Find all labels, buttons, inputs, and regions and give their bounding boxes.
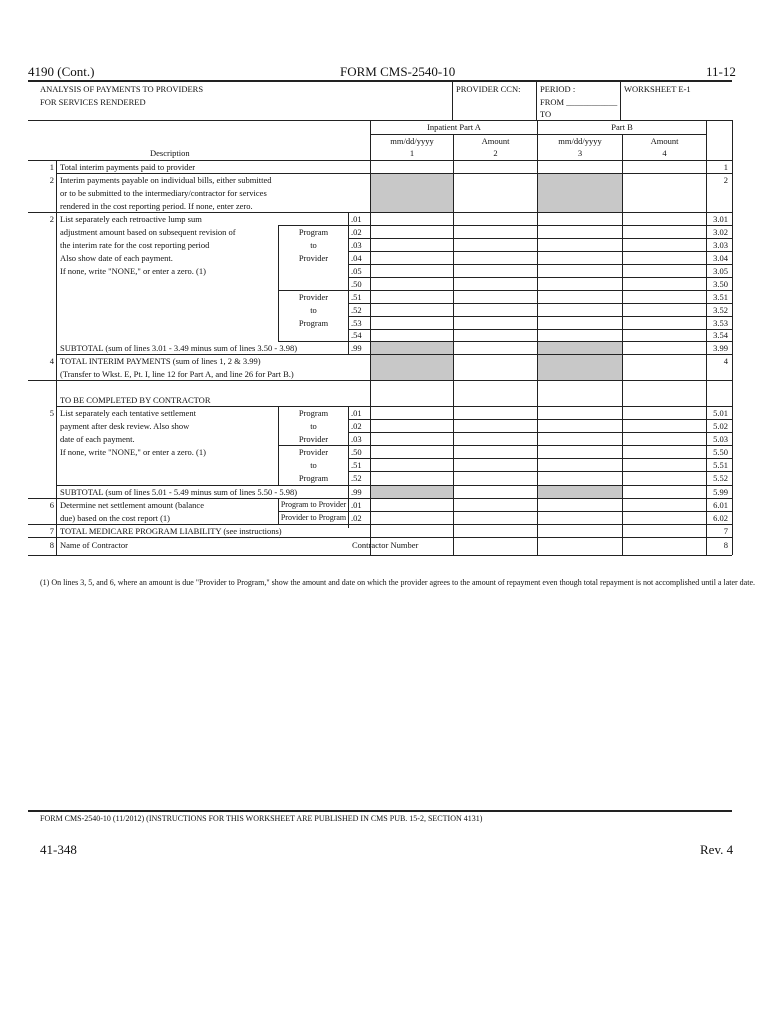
line-3-label-c: the interim rate for the cost reporting period [60,240,210,250]
line-ref-3-52: 3.52 [713,305,728,315]
sub-code-3-04: .04 [351,253,362,263]
line-ref-3-04: 3.04 [713,253,728,263]
rule [348,458,732,459]
rule [28,555,732,556]
line-4-label-b: (Transfer to Wkst. E, Pt. I, line 12 for Part A, and line 26 for Part B.) [60,369,294,379]
line-ref-5-50: 5.50 [713,447,728,457]
line-4-ref: 4 [723,356,728,366]
worksheet-title-line1: ANALYSIS OF PAYMENTS TO PROVIDERS [40,84,204,94]
rule [278,290,732,291]
shaded-cell [537,341,623,355]
line-ref-5-52: 5.52 [713,473,728,483]
line-1-ref: 1 [723,162,728,172]
sub-code-5-51: .51 [351,460,362,470]
divider [536,81,537,120]
subtotal-5-label: SUBTOTAL (sum of lines 5.01 - 5.49 minus sum of lines 5.50 - 5.98) [60,487,298,497]
rule [370,134,706,135]
line-3-number: 2 [49,214,54,224]
rule [28,212,732,213]
line-ref-6-02: 6.02 [713,513,728,523]
line-ref-3-99: 3.99 [713,343,728,353]
contractor-name-label: Name of Contractor [60,540,128,550]
worksheet-title-line2: FOR SERVICES RENDERED [40,97,146,107]
program-to-provider-c: Provider [298,253,329,263]
header-rule [28,80,732,82]
description-header: Description [150,148,190,158]
program-to-provider-a: Program [298,227,329,237]
revision-number: Rev. 4 [700,842,734,857]
sub-code-3-05: .05 [351,266,362,276]
line-ref-3-53: 3.53 [713,318,728,328]
sub-code-5-01: .01 [351,408,362,418]
sub-code-5-99: .99 [351,487,362,497]
inpatient-part-a-header: Inpatient Part A [427,122,481,132]
line-ref-3-03: 3.03 [713,240,728,250]
line-5-label-c: date of each payment. [60,434,135,444]
sub-code-3-53: .53 [351,318,362,328]
line-2-label-c: rendered in the cost reporting period. If none, enter zero. [60,201,253,211]
line-8-ref: 8 [723,540,728,550]
rule [348,316,732,317]
provider-to-program-c: Program [298,318,329,328]
line-6-direction-b: Provider to Program [280,513,347,522]
grid-line [56,160,57,555]
shaded-cell [370,173,454,213]
line-ref-5-51: 5.51 [713,460,728,470]
sub-code-6-02: .02 [351,513,362,523]
line-4-label-a: TOTAL INTERIM PAYMENTS (sum of lines 1, 2 & 3.99) [60,356,261,366]
line-2-label-a: Interim payments payable on individual bills, either submitted [60,175,272,185]
line-5-direction-b: to [310,421,317,431]
rule [348,238,732,239]
page-number: 41-348 [40,842,77,857]
rule [56,406,732,407]
line-1-label: Total interim payments paid to provider [60,162,196,172]
section-number: 4190 (Cont.) [28,64,95,79]
line-ref-3-50: 3.50 [713,279,728,289]
sub-code-3-01: .01 [351,214,362,224]
col-amount-2: Amount [481,136,510,146]
sub-code-3-99: .99 [351,343,362,353]
line-ref-3-54: 3.54 [713,330,728,340]
provider-to-program-a: Provider [298,292,329,302]
rule [348,303,732,304]
line-4-number: 4 [49,356,54,366]
shaded-cell [537,485,623,499]
line-5-direction-f: Program [298,473,329,483]
line-6-label-a: Determine net settlement amount (balance [60,500,204,510]
divider [620,81,621,120]
rule [278,445,732,446]
sub-code-5-03: .03 [351,434,362,444]
line-ref-5-03: 5.03 [713,434,728,444]
line-3-label-d: Also show date of each payment. [60,253,173,263]
line-ref-3-01: 3.01 [713,214,728,224]
col-num-4: 4 [662,148,667,158]
line-6-direction-a: Program to Provider [280,500,347,509]
grid-line [348,212,349,354]
col-date-3: mm/dd/yyyy [558,136,602,146]
sub-code-5-52: .52 [351,473,362,483]
line-ref-6-01: 6.01 [713,500,728,510]
line-7-ref: 7 [723,526,728,536]
rule [348,329,732,330]
worksheet-id: WORKSHEET E-1 [624,84,691,94]
rule [348,251,732,252]
line-ref-5-99: 5.99 [713,487,728,497]
contractor-number-label: Contractor Number [352,540,419,550]
contractor-section-heading: TO BE COMPLETED BY CONTRACTOR [60,395,211,405]
line-2-number: 2 [49,175,54,185]
line-8-number: 8 [49,540,54,550]
sub-code-3-02: .02 [351,227,362,237]
rule [28,537,732,538]
grid-line [348,406,349,528]
col-num-2: 2 [493,148,498,158]
line-5-label-b: payment after desk review. Also show [60,421,190,431]
sub-code-3-51: .51 [351,292,362,302]
line-5-direction-d: Provider [298,447,329,457]
divider [452,81,453,120]
line-ref-5-01: 5.01 [713,408,728,418]
col-num-1: 1 [409,148,415,158]
line-ref-3-05: 3.05 [713,266,728,276]
shaded-cell [370,341,454,355]
shaded-cell [370,485,454,499]
rule [348,419,732,420]
sub-code-3-52: .52 [351,305,362,315]
sub-code-5-02: .02 [351,421,362,431]
rule [278,341,732,342]
line-5-direction-a: Program [298,408,329,418]
line-5-direction-e: to [310,460,317,470]
rule [348,277,732,278]
part-b-header: Part B [611,122,633,132]
rule [348,471,732,472]
line-1-number: 1 [49,162,54,172]
line-2-ref: 2 [723,175,728,185]
shaded-cell [370,354,454,381]
line-ref-5-02: 5.02 [713,421,728,431]
rule [28,524,732,525]
col-date-1: mm/dd/yyyy [390,136,434,146]
sub-code-6-01: .01 [351,500,362,510]
rule [28,120,732,121]
line-2-label-b: or to be submitted to the intermediary/contractor for services [60,188,267,198]
form-number: FORM CMS-2540-10 [340,64,456,79]
form-instructions-note: FORM CMS-2540-10 (11/2012) (INSTRUCTIONS FOR THIS WORKSHEET ARE PUBLISHED IN CMS PUB. 15-2, SECTION 4131) [40,814,483,823]
line-7-label: TOTAL MEDICARE PROGRAM LIABILITY (see instructions) [60,526,282,536]
footnote: (1) On lines 3, 5, and 6, where an amount is due "Provider to Program," show the amount and date on which the provider agrees to the amount of repayment even though total repayment is not accomplished until a later date. [40,578,756,587]
rule [348,432,732,433]
subtotal-3-label: SUBTOTAL (sum of lines 3.01 - 3.49 minus sum of lines 3.50 - 3.98) [60,343,298,353]
shaded-cell [537,173,623,213]
line-5-label-a: List separately each tentative settlement [60,408,196,418]
rule [278,511,732,512]
line-5-number: 5 [49,408,54,418]
line-6-label-b: due) based on the cost report (1) [60,513,170,523]
col-num-3: 3 [577,148,583,158]
provider-ccn-label: PROVIDER CCN: [456,84,521,94]
sub-code-5-50: .50 [351,447,362,457]
provider-to-program-b: to [310,305,317,315]
rule [348,264,732,265]
sub-code-3-54: .54 [351,330,362,340]
line-7-number: 7 [49,526,54,536]
line-3-label-a: List separately each retroactive lump sum [60,214,202,224]
revision-date: 11-12 [706,64,736,79]
rule [28,160,732,161]
grid-line [732,120,733,555]
period-from[interactable]: FROM ____________ [540,97,618,107]
line-3-label-e: If none, write "NONE," or enter a zero. (1) [60,266,206,276]
period-label: PERIOD : [540,84,576,94]
line-5-label-d: If none, write "NONE," or enter a zero. (1) [60,447,206,457]
rule [278,225,732,226]
col-amount-4: Amount [650,136,679,146]
period-to[interactable]: TO [540,109,552,119]
line-ref-3-02: 3.02 [713,227,728,237]
program-to-provider-b: to [310,240,317,250]
sub-code-3-50: .50 [351,279,362,289]
sub-code-3-03: .03 [351,240,362,250]
line-5-direction-c: Provider [298,434,329,444]
line-3-label-b: adjustment amount based on subsequent revision of [60,227,236,237]
footer-rule [28,810,732,812]
rule [28,380,732,381]
line-ref-3-51: 3.51 [713,292,728,302]
line-6-number: 6 [49,500,54,510]
shaded-cell [537,354,623,381]
